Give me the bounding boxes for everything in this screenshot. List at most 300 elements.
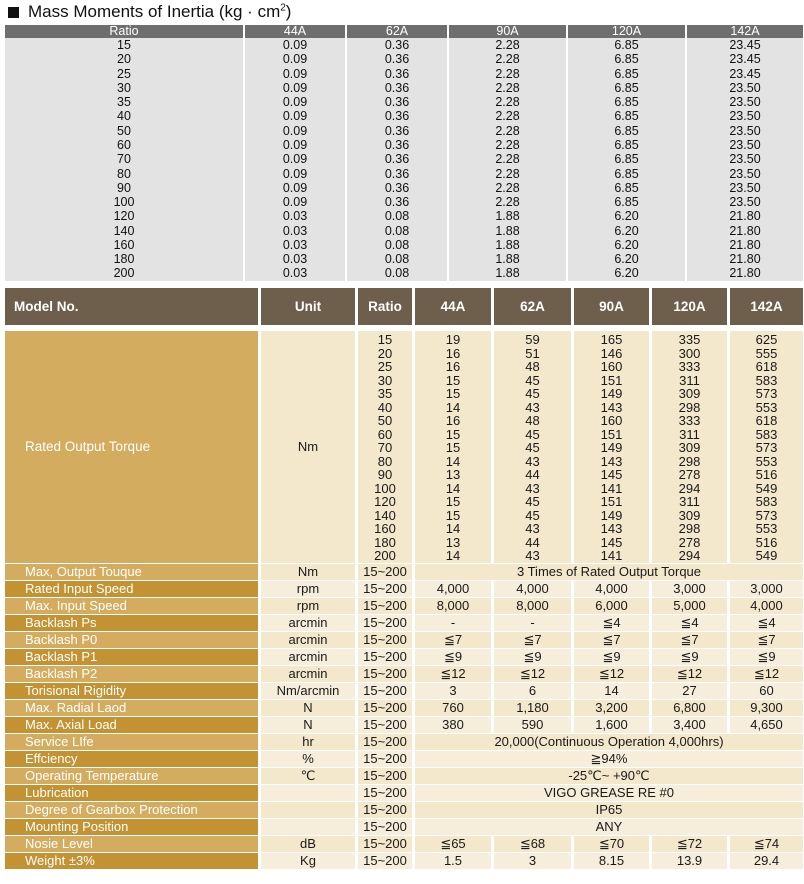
inertia-value-cell: 0.03 <box>245 209 347 223</box>
spec-value: ≦65 <box>415 835 494 852</box>
rated-torque-value: 143 <box>600 453 623 469</box>
spec-label: Max, Output Touque <box>5 563 261 580</box>
spec-value: 8.15 <box>574 852 652 869</box>
inertia-value-cell: 0.36 <box>347 81 449 95</box>
spec-unit: N <box>261 716 358 733</box>
rated-torque-value: 14 <box>445 453 461 469</box>
spec-label: Backlash P0 <box>5 631 261 648</box>
rated-torque-value: 70 <box>377 440 393 455</box>
inertia-value-cell: 6.85 <box>568 67 687 81</box>
inertia-ratio-cell: 70 <box>5 152 245 166</box>
spec-ratio: 15~200 <box>358 852 415 869</box>
spec-ratio: 15~200 <box>358 818 415 835</box>
inertia-value-cell: 0.09 <box>245 124 347 138</box>
spec-row <box>5 580 803 597</box>
inertia-value-cell: 23.50 <box>687 181 803 195</box>
spec-label: Mounting Position <box>5 818 261 835</box>
rated-torque-value: 149 <box>600 386 623 401</box>
rated-torque-value: 555 <box>755 345 778 361</box>
inertia-value-cell: 23.50 <box>687 195 803 209</box>
spec-unit: arcmin <box>261 665 358 682</box>
inertia-value-cell: 0.09 <box>245 95 347 109</box>
inertia-ratio-cell: 20 <box>5 52 245 66</box>
rated-torque-value: 309 <box>678 386 701 401</box>
inertia-ratio-cell: 60 <box>5 138 245 152</box>
spec-value: 1,600 <box>574 716 652 733</box>
rated-torque-value: 14 <box>445 399 461 415</box>
spec-value: 27 <box>652 682 730 699</box>
rated-torque-value: 43 <box>525 548 540 563</box>
rated-torque-62a <box>494 325 574 563</box>
inertia-header-142a: 142A <box>687 25 803 38</box>
inertia-value-cell: 23.50 <box>687 124 803 138</box>
inertia-value-cell: 2.28 <box>449 195 568 209</box>
inertia-value-cell: 2.28 <box>449 124 568 138</box>
inertia-value-cell: 2.28 <box>449 67 568 81</box>
inertia-value-cell: 0.36 <box>347 166 449 180</box>
spec-unit <box>261 784 358 801</box>
rated-torque-value: 618 <box>755 413 778 428</box>
inertia-value-cell: 6.20 <box>568 209 687 223</box>
spec-value: 760 <box>415 699 494 716</box>
spec-label: Torisional Rigidity <box>5 682 261 699</box>
inertia-value-cell: 0.08 <box>347 238 449 252</box>
inertia-value-cell: 21.80 <box>687 209 803 223</box>
rated-torque-value: 15 <box>445 386 461 401</box>
rated-torque-value: 43 <box>525 521 540 536</box>
inertia-value-cell: 2.28 <box>449 52 568 66</box>
inertia-value-cell: 23.50 <box>687 109 803 123</box>
spec-value: 9,300 <box>730 699 803 716</box>
inertia-row <box>5 209 803 223</box>
rated-torque-value: 15 <box>445 440 461 455</box>
inertia-row <box>5 81 803 95</box>
spec-value: 13.9 <box>652 852 730 869</box>
inertia-value-cell: 0.36 <box>347 95 449 109</box>
spec-ratio: 15~200 <box>358 648 415 665</box>
inertia-value-cell: 2.28 <box>449 181 568 195</box>
inertia-row <box>5 238 803 252</box>
inertia-row <box>5 95 803 109</box>
inertia-value-cell: 6.20 <box>568 238 687 252</box>
spec-label: Operating Temperature <box>5 767 261 784</box>
inertia-value-cell: 21.80 <box>687 223 803 237</box>
rated-torque-value: 516 <box>755 534 778 550</box>
spec-value: ≦70 <box>574 835 652 852</box>
rated-torque-value: 298 <box>678 399 701 415</box>
rated-torque-value: 45 <box>525 386 540 401</box>
spec-value: ≦7 <box>415 631 494 648</box>
spec-span-value: 3 Times of Rated Output Torque <box>415 563 803 580</box>
spec-unit: rpm <box>261 597 358 614</box>
inertia-value-cell: 0.08 <box>347 223 449 237</box>
inertia-row <box>5 266 803 280</box>
inertia-ratio-cell: 15 <box>5 38 245 52</box>
spec-value: ≦12 <box>652 665 730 682</box>
rated-torque-value: 45 <box>525 426 540 442</box>
spec-row <box>5 614 803 631</box>
inertia-value-cell: 6.85 <box>568 95 687 109</box>
spec-value: 6,000 <box>574 597 652 614</box>
spec-ratio: 15~200 <box>358 580 415 597</box>
rated-torque-value: 14 <box>445 480 461 496</box>
spec-value: - <box>415 614 494 631</box>
rated-torque-value: 278 <box>678 467 701 482</box>
inertia-row <box>5 252 803 266</box>
inertia-value-cell: 6.85 <box>568 181 687 195</box>
inertia-value-cell: 1.88 <box>449 252 568 266</box>
spec-value: ≦9 <box>574 648 652 665</box>
rated-torque-value: 165 <box>600 332 623 347</box>
spec-value: 380 <box>415 716 494 733</box>
spec-unit: % <box>261 750 358 767</box>
spec-row <box>5 665 803 682</box>
rated-torque-value: 15 <box>445 426 461 442</box>
spec-value: 3,200 <box>574 699 652 716</box>
spec-ratio: 15~200 <box>358 563 415 580</box>
spec-unit: Nm/arcmin <box>261 682 358 699</box>
spec-row <box>5 733 803 750</box>
spec-value: ≦9 <box>730 648 803 665</box>
rated-torque-value: 43 <box>525 399 540 415</box>
inertia-value-cell: 0.36 <box>347 38 449 52</box>
rated-torque-value: 618 <box>755 359 778 374</box>
inertia-value-cell: 1.88 <box>449 209 568 223</box>
specs-header-44a: 44A <box>415 288 494 325</box>
rated-torque-value: 583 <box>755 426 778 442</box>
inertia-header-row <box>5 25 803 38</box>
rated-torque-value: 335 <box>678 332 701 347</box>
spec-row <box>5 682 803 699</box>
spec-row <box>5 631 803 648</box>
spec-value: 8,000 <box>415 597 494 614</box>
inertia-value-cell: 2.28 <box>449 138 568 152</box>
spec-value: 1,180 <box>494 699 574 716</box>
inertia-value-cell: 0.36 <box>347 67 449 81</box>
spec-label: Degree of Gearbox Protection <box>5 801 261 818</box>
inertia-header-90a: 90A <box>449 25 568 38</box>
rated-torque-value: 625 <box>755 332 778 347</box>
spec-ratio: 15~200 <box>358 614 415 631</box>
rated-torque-value: 43 <box>525 453 540 469</box>
spec-value: ≦68 <box>494 835 574 852</box>
inertia-value-cell: 21.80 <box>687 252 803 266</box>
spec-unit: Kg <box>261 852 358 869</box>
inertia-value-cell: 6.20 <box>568 252 687 266</box>
spec-span-value: ≧94% <box>415 750 803 767</box>
inertia-ratio-cell: 35 <box>5 95 245 109</box>
rated-torque-value: 20 <box>377 345 393 361</box>
inertia-row <box>5 124 803 138</box>
spec-value: ≦7 <box>494 631 574 648</box>
spec-value: ≦4 <box>574 614 652 631</box>
rated-torque-value: 60 <box>377 426 393 442</box>
rated-torque-value: 311 <box>679 494 700 509</box>
inertia-value-cell: 0.03 <box>245 252 347 266</box>
rated-torque-value: 160 <box>600 359 623 374</box>
rated-torque-value: 120 <box>374 494 396 509</box>
spec-value: 6,800 <box>652 699 730 716</box>
specs-header-120a: 120A <box>652 288 730 325</box>
spec-row <box>5 784 803 801</box>
rated-torque-44a <box>415 325 494 563</box>
rated-torque-value: 553 <box>755 399 778 415</box>
rated-torque-value: 48 <box>525 413 540 428</box>
spec-unit: arcmin <box>261 631 358 648</box>
rated-torque-value: 573 <box>755 386 778 401</box>
inertia-row <box>5 223 803 237</box>
inertia-value-cell: 6.85 <box>568 195 687 209</box>
square-bullet-icon <box>8 7 19 18</box>
inertia-value-cell: 0.03 <box>245 266 347 280</box>
inertia-row <box>5 52 803 66</box>
inertia-value-cell: 0.36 <box>347 152 449 166</box>
rated-torque-value: 16 <box>445 413 461 428</box>
inertia-value-cell: 6.85 <box>568 38 687 52</box>
rated-torque-value: 45 <box>525 494 540 509</box>
spec-span-value: IP65 <box>415 801 803 818</box>
spec-unit: arcmin <box>261 614 358 631</box>
inertia-value-cell: 23.50 <box>687 138 803 152</box>
rated-torque-value: 143 <box>600 521 623 536</box>
rated-torque-value: 149 <box>600 507 623 523</box>
rated-torque-value: 100 <box>374 480 396 496</box>
spec-ratio: 15~200 <box>358 716 415 733</box>
rated-torque-value: 200 <box>374 548 396 563</box>
rated-torque-value: 311 <box>679 426 700 442</box>
rated-torque-ratios <box>358 325 415 563</box>
spec-row <box>5 767 803 784</box>
inertia-value-cell: 6.85 <box>568 152 687 166</box>
spec-unit: dB <box>261 835 358 852</box>
spec-ratio: 15~200 <box>358 733 415 750</box>
spec-value: 14 <box>574 682 652 699</box>
rated-torque-value: 13 <box>445 534 461 550</box>
rated-torque-value: 516 <box>755 467 778 482</box>
spec-value: ≦12 <box>574 665 652 682</box>
spec-value: ≦74 <box>730 835 803 852</box>
spec-label: Backlash P1 <box>5 648 261 665</box>
rated-torque-value: 160 <box>374 521 396 536</box>
section-title-text: Mass Moments of Inertia $(kg \cdot cm^2)$ <box>28 2 292 21</box>
rated-torque-value: 13 <box>445 467 461 482</box>
spec-value: 4,000 <box>494 580 574 597</box>
inertia-value-cell: 0.08 <box>347 252 449 266</box>
spec-value: ≦7 <box>652 631 730 648</box>
spec-ratio: 15~200 <box>358 682 415 699</box>
spec-unit: hr <box>261 733 358 750</box>
rated-torque-value: 141 <box>600 480 623 496</box>
inertia-value-cell: 6.85 <box>568 109 687 123</box>
specs-header-model: Model No. <box>5 288 261 325</box>
spec-label: Rated Input Speed <box>5 580 261 597</box>
spec-value: ≦7 <box>730 631 803 648</box>
inertia-row <box>5 38 803 52</box>
rated-torque-value: 149 <box>600 440 623 455</box>
rated-torque-value: 40 <box>377 399 393 415</box>
spec-ratio: 15~200 <box>358 835 415 852</box>
spec-value: 60 <box>730 682 803 699</box>
inertia-table <box>5 25 803 281</box>
spec-value: ≦9 <box>415 648 494 665</box>
spec-label: Backlash P2 <box>5 665 261 682</box>
spec-value: ≦72 <box>652 835 730 852</box>
rated-torque-value: 140 <box>374 507 396 523</box>
spec-label: Backlash Ps <box>5 614 261 631</box>
rated-torque-value: 300 <box>678 345 701 361</box>
inertia-value-cell: 21.80 <box>687 238 803 252</box>
inertia-value-cell: 0.36 <box>347 52 449 66</box>
inertia-row <box>5 195 803 209</box>
inertia-header-120a: 120A <box>568 25 687 38</box>
rated-torque-value: 30 <box>377 372 393 388</box>
specs-header-62a: 62A <box>494 288 574 325</box>
specs-header-unit: Unit <box>261 288 358 325</box>
inertia-value-cell: 23.50 <box>687 95 803 109</box>
rated-torque-value: 15 <box>445 372 461 388</box>
spec-label: Max. Radial Laod <box>5 699 261 716</box>
spec-ratio: 15~200 <box>358 631 415 648</box>
inertia-ratio-cell: 30 <box>5 81 245 95</box>
inertia-value-cell: 0.09 <box>245 138 347 152</box>
rated-torque-value: 80 <box>377 453 393 469</box>
rated-torque-value: 294 <box>678 548 701 563</box>
inertia-ratio-cell: 100 <box>5 195 245 209</box>
spec-value: 3,400 <box>652 716 730 733</box>
rated-torque-value: 333 <box>678 359 701 374</box>
inertia-row <box>5 138 803 152</box>
section-title <box>8 0 291 24</box>
rated-torque-label: Rated Output Torque <box>5 325 261 563</box>
inertia-value-cell: 0.09 <box>245 67 347 81</box>
rated-torque-unit: Nm <box>261 325 358 563</box>
spec-value: 590 <box>494 716 574 733</box>
rated-torque-value: 573 <box>755 440 778 455</box>
rated-torque-value: 151 <box>600 426 623 442</box>
inertia-value-cell: 23.50 <box>687 166 803 180</box>
spec-span-value: ANY <box>415 818 803 835</box>
rated-torque-value: 146 <box>600 345 623 361</box>
inertia-header-62a: 62A <box>347 25 449 38</box>
inertia-value-cell: 6.85 <box>568 124 687 138</box>
inertia-value-cell: 6.20 <box>568 266 687 280</box>
rated-torque-value: 19 <box>445 332 461 347</box>
inertia-value-cell: 0.03 <box>245 238 347 252</box>
inertia-ratio-cell: 40 <box>5 109 245 123</box>
spec-span-value: VIGO GREASE RE #0 <box>415 784 803 801</box>
inertia-value-cell: 0.09 <box>245 152 347 166</box>
spec-label: Max. Input Speed <box>5 597 261 614</box>
spec-span-value: 20,000(Continuous Operation 4,000hrs) <box>415 733 803 750</box>
spec-row <box>5 699 803 716</box>
spec-ratio: 15~200 <box>358 767 415 784</box>
rated-torque-value: 583 <box>755 494 778 509</box>
inertia-value-cell: 23.50 <box>687 81 803 95</box>
spec-value: 5,000 <box>652 597 730 614</box>
spec-unit <box>261 818 358 835</box>
rated-torque-value: 549 <box>755 480 778 496</box>
rated-torque-value: 309 <box>678 440 701 455</box>
spec-unit: arcmin <box>261 648 358 665</box>
spec-row <box>5 818 803 835</box>
inertia-row <box>5 109 803 123</box>
spec-value: 4,000 <box>730 597 803 614</box>
rated-torque-value: 333 <box>678 413 701 428</box>
inertia-value-cell: 6.85 <box>568 138 687 152</box>
spec-value: - <box>494 614 574 631</box>
spec-value: 29.4 <box>730 852 803 869</box>
inertia-body <box>5 38 803 281</box>
spec-unit: ℃ <box>261 767 358 784</box>
inertia-ratio-cell: 120 <box>5 209 245 223</box>
inertia-ratio-cell: 200 <box>5 266 245 280</box>
spec-ratio: 15~200 <box>358 750 415 767</box>
rated-torque-value: 14 <box>445 521 461 536</box>
spec-value: ≦4 <box>730 614 803 631</box>
inertia-header-ratio: Ratio <box>5 25 245 38</box>
rated-torque-value: 143 <box>600 399 623 415</box>
spec-value: ≦12 <box>494 665 574 682</box>
inertia-value-cell: 6.20 <box>568 223 687 237</box>
spec-unit: rpm <box>261 580 358 597</box>
spec-value: 3 <box>415 682 494 699</box>
spec-value: ≦12 <box>730 665 803 682</box>
specs-header-90a: 90A <box>574 288 652 325</box>
inertia-ratio-cell: 160 <box>5 238 245 252</box>
spec-unit: N <box>261 699 358 716</box>
rated-torque-value: 45 <box>525 507 540 523</box>
spec-value: 3 <box>494 852 574 869</box>
rated-torque-value: 553 <box>755 521 778 536</box>
specs-header-ratio: Ratio <box>358 288 415 325</box>
rated-torque-value: 553 <box>755 453 778 469</box>
rated-torque-value: 573 <box>755 507 778 523</box>
spec-unit: Nm <box>261 563 358 580</box>
spec-row <box>5 563 803 580</box>
inertia-value-cell: 0.36 <box>347 124 449 138</box>
inertia-value-cell: 6.85 <box>568 52 687 66</box>
rated-torque-value: 180 <box>374 534 396 550</box>
spec-row <box>5 835 803 852</box>
inertia-value-cell: 0.09 <box>245 181 347 195</box>
rated-torque-value: 298 <box>678 521 701 536</box>
spec-row <box>5 716 803 733</box>
rated-torque-120a <box>652 325 730 563</box>
inertia-ratio-cell: 50 <box>5 124 245 138</box>
rated-torque-value: 44 <box>525 467 540 482</box>
spec-row <box>5 597 803 614</box>
spec-span-value: -25℃~ +90℃ <box>415 767 803 784</box>
spec-row <box>5 648 803 665</box>
inertia-value-cell: 1.88 <box>449 223 568 237</box>
rated-torque-90a <box>574 325 652 563</box>
inertia-row <box>5 181 803 195</box>
inertia-ratio-cell: 25 <box>5 67 245 81</box>
rated-torque-value: 583 <box>755 372 778 388</box>
rated-torque-value: 141 <box>600 548 623 563</box>
spec-label: Effciency <box>5 750 261 767</box>
rated-torque-value: 59 <box>525 332 540 347</box>
inertia-ratio-cell: 90 <box>5 181 245 195</box>
spec-value: ≦9 <box>652 648 730 665</box>
rated-torque-value: 145 <box>600 467 623 482</box>
inertia-value-cell: 23.45 <box>687 52 803 66</box>
spec-unit <box>261 801 358 818</box>
rated-torque-value: 14 <box>445 548 461 563</box>
inertia-value-cell: 0.36 <box>347 195 449 209</box>
rated-torque-value: 160 <box>600 413 623 428</box>
spec-value: 3,000 <box>730 580 803 597</box>
